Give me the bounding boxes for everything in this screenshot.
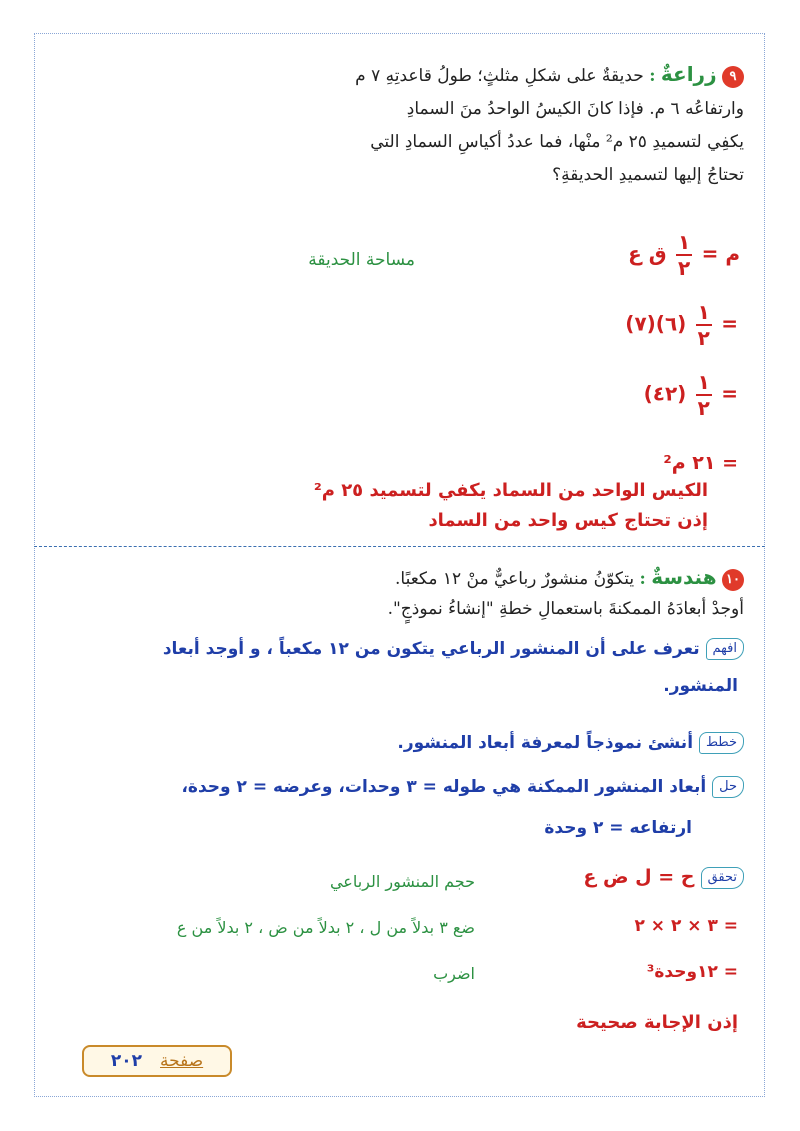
solve-tag: حل: [712, 776, 744, 798]
step-check: [583, 866, 744, 889]
area-step-1-values: (٦)(٧): [625, 311, 687, 336]
check-note-1: حجم المنشور الرباعي: [329, 872, 475, 891]
page-number: ٢٠٢: [110, 1051, 143, 1071]
section-divider: [34, 546, 765, 547]
area-note: مساحة الحديقة: [308, 250, 415, 270]
volume-formula: ح = ل ض ع: [583, 866, 695, 888]
problem-9-keyword: زراعةٌ: [660, 62, 717, 86]
problem-10-separator: :: [639, 569, 646, 589]
area-result: = ٢١ م²: [663, 452, 738, 474]
problem-9-line-4: تحتاجُ إليها لتسميدِ الحديقةِ؟: [552, 165, 744, 185]
problem-9-line-1: حديقةٌ على شكلِ مثلثٍ؛ طولُ قاعدتِهِ ٧ م: [355, 66, 644, 86]
problem-10-text: [184, 562, 744, 624]
understand-text-1: تعرف على أن المنشور الرباعي يتكون من ١٢ مكعباً ، و أوجد أبعاد: [162, 639, 700, 659]
half-fraction: $\frac{١}{٢}$: [697, 300, 710, 350]
problem-9-number-badge: ٩: [722, 66, 744, 88]
half-fraction: $\frac{١}{٢}$: [678, 230, 691, 280]
problem-10-line-1: يتكوّنُ منشورٌ رباعيٌّ منْ ١٢ مكعبًا.: [395, 569, 635, 589]
problem-9-separator: :: [649, 66, 656, 86]
check-note-3: اضرب: [433, 964, 475, 983]
solve-text-2: ارتفاعه = ٢ وحدة: [544, 818, 692, 838]
page-label: صفحة: [160, 1051, 204, 1071]
check-tag: تحقق: [701, 867, 744, 889]
plan-tag: خطط: [699, 732, 744, 754]
area-formula-rest: ق ع: [628, 241, 667, 266]
step-understand: [44, 636, 744, 662]
solve-text-1: أبعاد المنشور الممكنة هي طوله = ٣ وحدات، وعرضه = ٢ وحدة،: [181, 777, 707, 797]
check-note-2: ضع ٣ بدلاً من ل ، ٢ بدلاً من ض ، ٢ بدلاً من ع: [176, 918, 475, 937]
area-step-1: = $\frac{١}{٢}$ (٦)(٧): [625, 300, 738, 350]
area-step-2-values: (٤٢): [643, 381, 687, 406]
problem-10-line-2: أوجدْ أبعادَهُ الممكنةَ باستعمالِ خطةِ "إنشاءُ نموذجٍ".: [387, 599, 744, 619]
area-step-2: = $\frac{١}{٢}$ (٤٢): [643, 370, 738, 420]
problem-10-number-badge: ١٠: [722, 569, 744, 591]
problem-9-line-2: وارتفاعُه ٦ م. فإذا كانَ الكيسُ الواحدُ منَ السمادِ: [406, 99, 744, 119]
check-line-3: = ١٢وحدة³: [646, 962, 738, 982]
step-plan: [397, 732, 744, 754]
area-m-label: م =: [701, 241, 740, 266]
problem-9-text: [244, 58, 744, 192]
half-fraction: $\frac{١}{٢}$: [697, 370, 710, 420]
conclusion-line-2: إذن تحتاج كيس واحد من السماد: [428, 510, 708, 531]
problem-9-line-3: يكفِي لتسميدِ ٢٥ م² منْها، فما عددُ أكياسِ السمادِ التي: [370, 132, 744, 152]
step-solve: [44, 776, 744, 798]
conclusion-line-1: الكيس الواحد من السماد يكفي لتسميد ٢٥ م²: [313, 480, 708, 501]
final-answer: إذن الإجابة صحيحة: [576, 1012, 738, 1033]
page-number-tab: [82, 1045, 232, 1077]
plan-text: أنشئ نموذجاً لمعرفة أبعاد المنشور.: [397, 733, 694, 753]
understand-text-2: المنشور.: [663, 676, 738, 696]
area-formula-line: [628, 232, 740, 278]
check-line-2: = ٣ × ٢ × ٢: [634, 916, 738, 936]
problem-10-keyword: هندسةٌ: [651, 565, 717, 589]
understand-tag: افهم: [706, 638, 744, 660]
